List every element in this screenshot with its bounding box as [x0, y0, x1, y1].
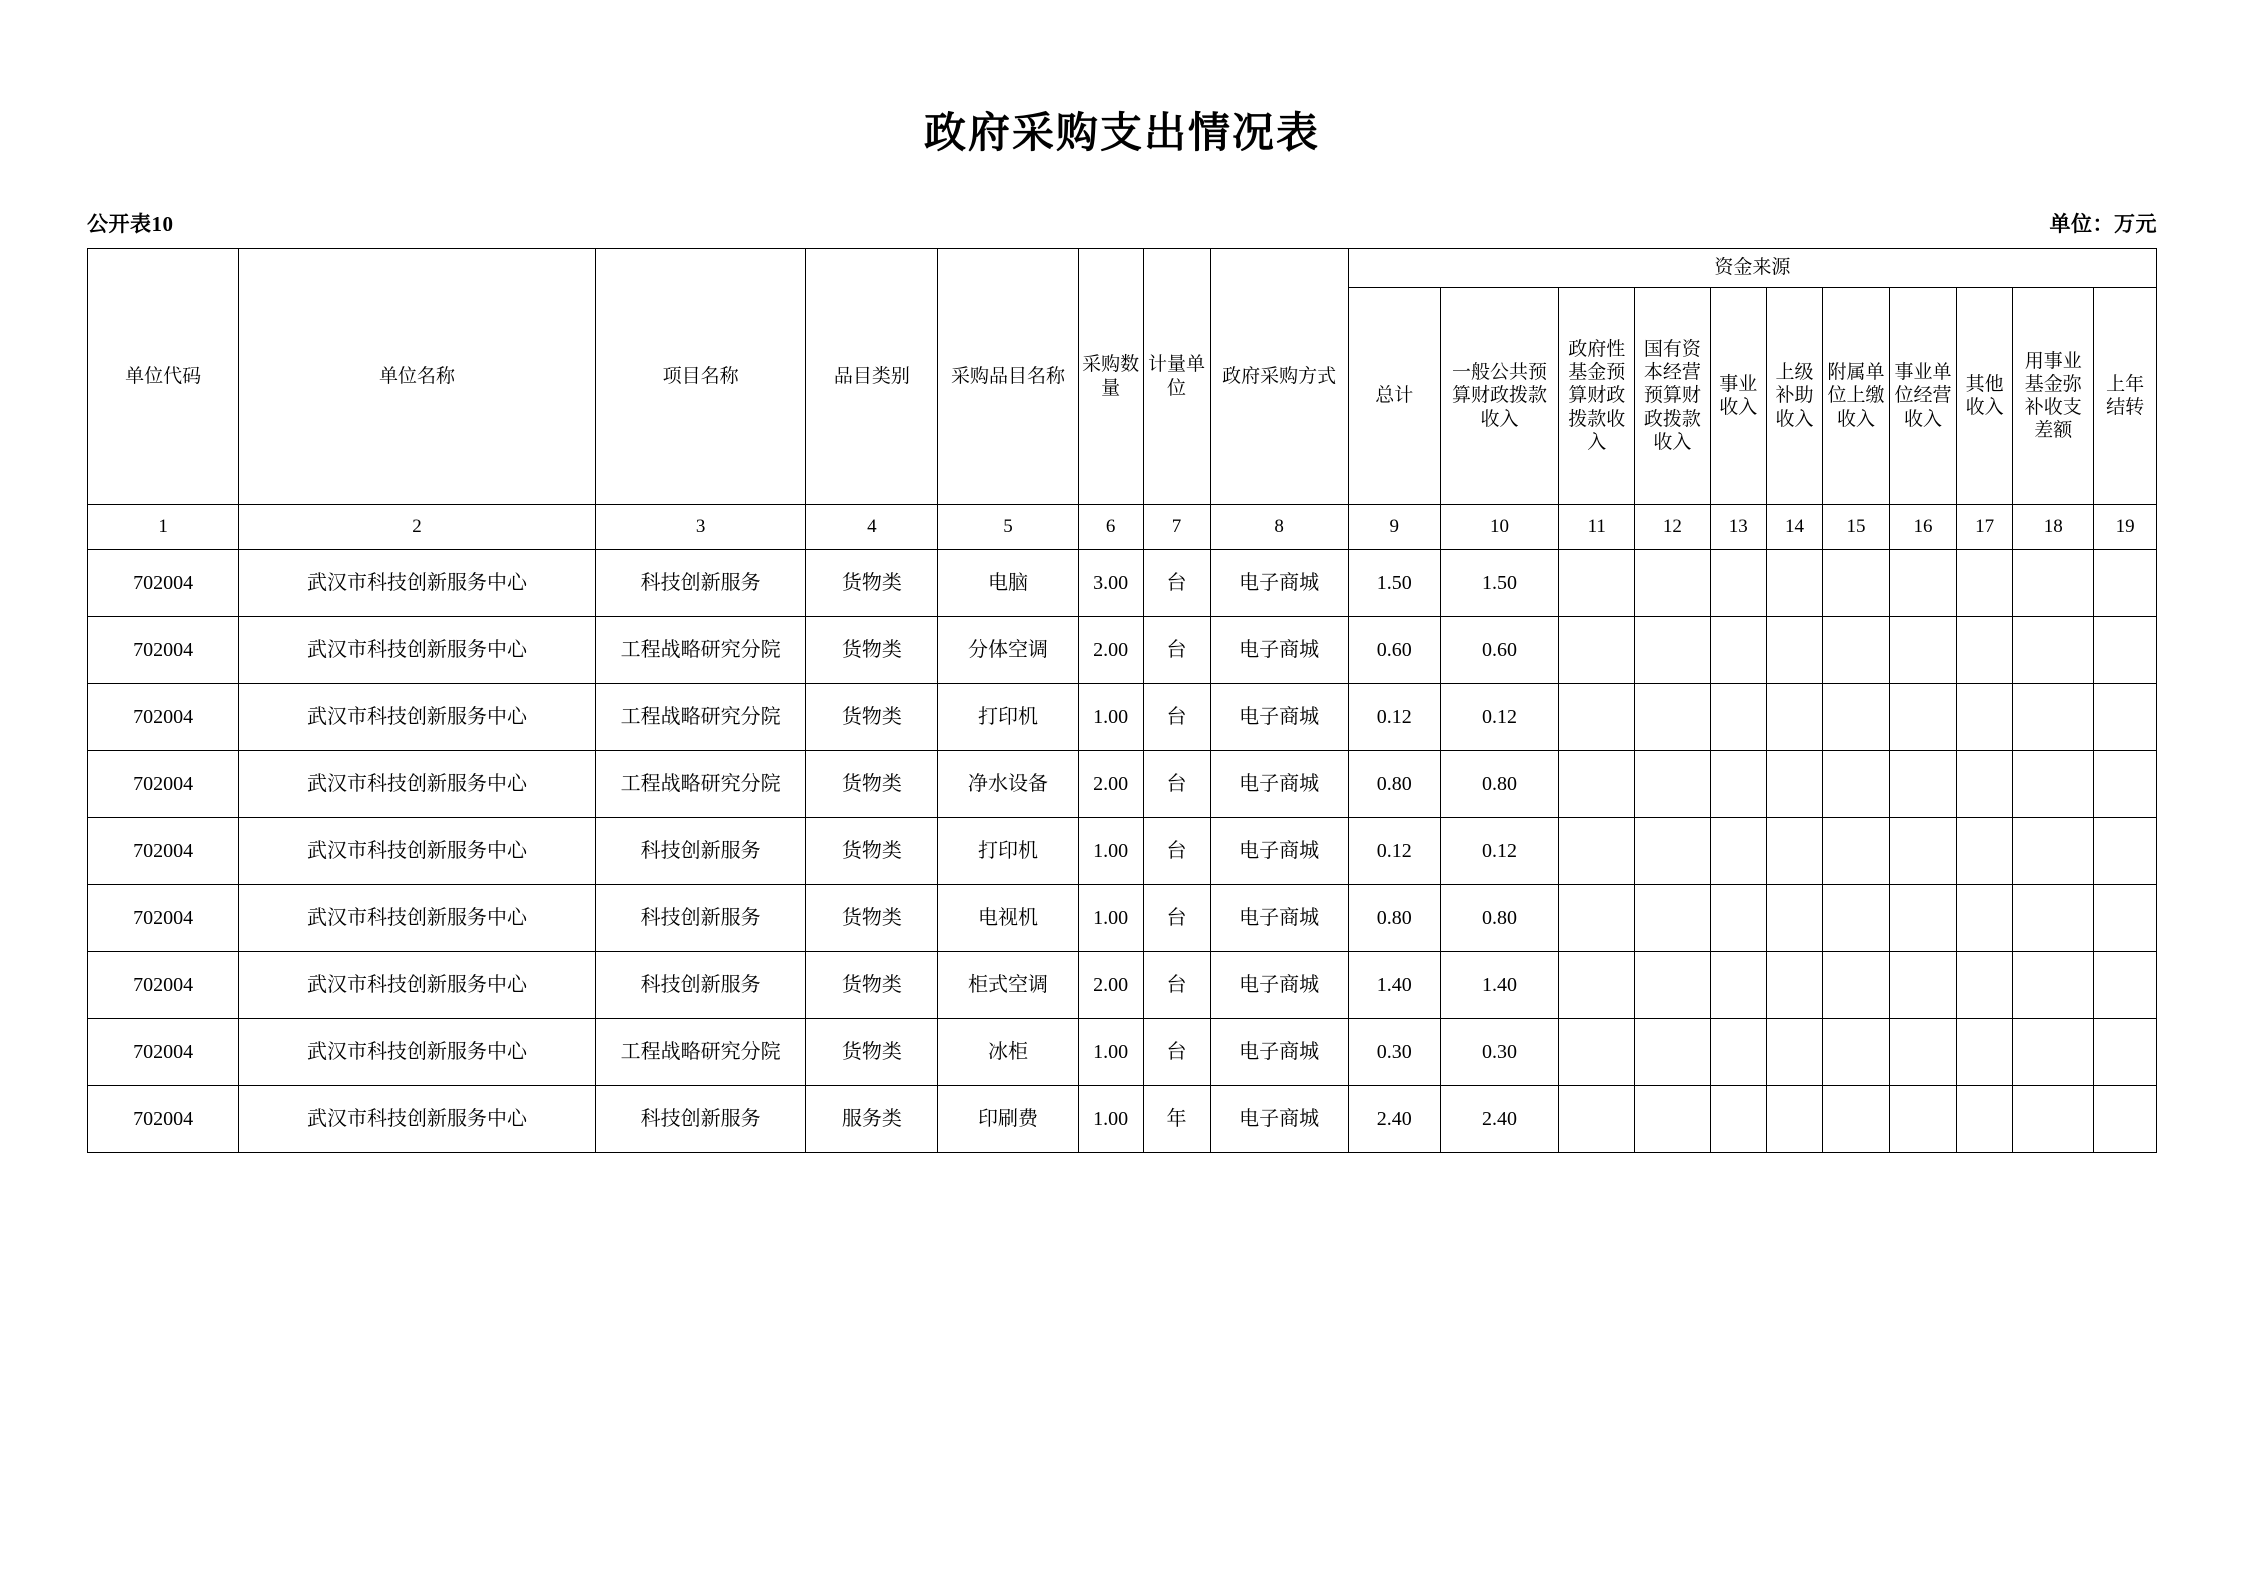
cell-method: 电子商城 [1210, 550, 1348, 617]
cell-superior-subsidy [1766, 684, 1822, 751]
cell-career-income [1710, 550, 1766, 617]
cell-general-budget: 2.40 [1440, 1086, 1559, 1153]
col-number-18: 18 [2013, 505, 2094, 550]
cell-state-capital [1635, 1019, 1711, 1086]
cell-career-income [1710, 684, 1766, 751]
cell-total: 0.30 [1348, 1019, 1440, 1086]
cell-state-capital [1635, 952, 1711, 1019]
header-group-row [88, 249, 2157, 288]
col-header-superior-subsidy: 上级补助收入 [1766, 288, 1822, 505]
cell-item: 打印机 [938, 818, 1078, 885]
cell-career-income [1710, 885, 1766, 952]
cell-other-income [1957, 952, 2013, 1019]
cell-category: 服务类 [806, 1086, 938, 1153]
cell-unit-code: 702004 [88, 885, 239, 952]
cell-item: 打印机 [938, 684, 1078, 751]
col-header-item-name: 采购品目名称 [938, 249, 1078, 505]
cell-method: 电子商城 [1210, 885, 1348, 952]
cell-project: 工程战略研究分院 [595, 617, 806, 684]
cell-state-capital [1635, 885, 1711, 952]
cell-item: 电视机 [938, 885, 1078, 952]
col-header-state-capital: 国有资本经营预算财政拨款收入 [1635, 288, 1711, 505]
cell-affiliated-payment [1823, 617, 1890, 684]
cell-unit-name: 武汉市科技创新服务中心 [239, 684, 596, 751]
col-header-prior-carryover: 上年结转 [2094, 288, 2157, 505]
cell-gov-fund [1559, 1019, 1635, 1086]
cell-quantity: 1.00 [1078, 818, 1143, 885]
cell-other-income [1957, 1019, 2013, 1086]
cell-career-operating [1890, 952, 1957, 1019]
cell-unit: 台 [1143, 684, 1210, 751]
cell-state-capital [1635, 751, 1711, 818]
cell-unit-code: 702004 [88, 550, 239, 617]
cell-state-capital [1635, 550, 1711, 617]
cell-fund-offset [2013, 751, 2094, 818]
cell-affiliated-payment [1823, 1086, 1890, 1153]
cell-unit-name: 武汉市科技创新服务中心 [239, 952, 596, 1019]
cell-fund-offset [2013, 550, 2094, 617]
cell-unit: 台 [1143, 617, 1210, 684]
cell-item: 冰柜 [938, 1019, 1078, 1086]
cell-prior-carryover [2094, 751, 2157, 818]
cell-unit-name: 武汉市科技创新服务中心 [239, 751, 596, 818]
cell-method: 电子商城 [1210, 684, 1348, 751]
table-row [88, 885, 2157, 952]
col-header-category: 品目类别 [806, 249, 938, 505]
meta-row [87, 160, 2157, 238]
cell-state-capital [1635, 617, 1711, 684]
cell-fund-offset [2013, 885, 2094, 952]
cell-general-budget: 0.80 [1440, 885, 1559, 952]
col-header-fund-offset: 用事业基金弥补收支差额 [2013, 288, 2094, 505]
cell-affiliated-payment [1823, 818, 1890, 885]
col-header-unit: 计量单位 [1143, 249, 1210, 505]
cell-general-budget: 1.40 [1440, 952, 1559, 1019]
cell-career-income [1710, 1086, 1766, 1153]
cell-superior-subsidy [1766, 751, 1822, 818]
col-header-career-income: 事业收入 [1710, 288, 1766, 505]
cell-item: 分体空调 [938, 617, 1078, 684]
cell-gov-fund [1559, 550, 1635, 617]
cell-gov-fund [1559, 885, 1635, 952]
cell-unit: 台 [1143, 550, 1210, 617]
cell-total: 0.60 [1348, 617, 1440, 684]
cell-fund-offset [2013, 1019, 2094, 1086]
table-row [88, 550, 2157, 617]
cell-fund-offset [2013, 952, 2094, 1019]
cell-unit-code: 702004 [88, 818, 239, 885]
cell-career-operating [1890, 617, 1957, 684]
cell-gov-fund [1559, 684, 1635, 751]
cell-item: 电脑 [938, 550, 1078, 617]
cell-quantity: 1.00 [1078, 1086, 1143, 1153]
col-header-affiliated-payment: 附属单位上缴收入 [1823, 288, 1890, 505]
cell-project: 工程战略研究分院 [595, 751, 806, 818]
cell-method: 电子商城 [1210, 617, 1348, 684]
col-number-2: 2 [239, 505, 596, 550]
cell-quantity: 2.00 [1078, 617, 1143, 684]
col-number-11: 11 [1559, 505, 1635, 550]
cell-superior-subsidy [1766, 1019, 1822, 1086]
cell-general-budget: 0.12 [1440, 818, 1559, 885]
cell-career-operating [1890, 1086, 1957, 1153]
page-title: 政府采购支出情况表 [923, 111, 1320, 157]
cell-fund-offset [2013, 818, 2094, 885]
cell-career-operating [1890, 1019, 1957, 1086]
col-number-10: 10 [1440, 505, 1559, 550]
cell-method: 电子商城 [1210, 1086, 1348, 1153]
col-number-5: 5 [938, 505, 1078, 550]
col-number-13: 13 [1710, 505, 1766, 550]
cell-superior-subsidy [1766, 952, 1822, 1019]
cell-superior-subsidy [1766, 818, 1822, 885]
cell-unit-name: 武汉市科技创新服务中心 [239, 1019, 596, 1086]
cell-total: 2.40 [1348, 1086, 1440, 1153]
cell-other-income [1957, 885, 2013, 952]
table-row [88, 684, 2157, 751]
cell-career-income [1710, 818, 1766, 885]
table-row [88, 952, 2157, 1019]
cell-fund-offset [2013, 1086, 2094, 1153]
cell-total: 0.12 [1348, 818, 1440, 885]
cell-other-income [1957, 751, 2013, 818]
col-number-14: 14 [1766, 505, 1822, 550]
cell-category: 货物类 [806, 550, 938, 617]
cell-career-income [1710, 751, 1766, 818]
cell-unit: 台 [1143, 952, 1210, 1019]
col-number-6: 6 [1078, 505, 1143, 550]
cell-affiliated-payment [1823, 684, 1890, 751]
table-header [88, 249, 2157, 550]
cell-prior-carryover [2094, 617, 2157, 684]
cell-other-income [1957, 550, 2013, 617]
cell-method: 电子商城 [1210, 751, 1348, 818]
column-number-row [88, 505, 2157, 550]
cell-unit-code: 702004 [88, 684, 239, 751]
col-header-funding-source: 资金来源 [1348, 249, 2156, 288]
cell-career-operating [1890, 684, 1957, 751]
cell-gov-fund [1559, 617, 1635, 684]
cell-prior-carryover [2094, 1019, 2157, 1086]
col-header-gov-fund: 政府性基金预算财政拨款收入 [1559, 288, 1635, 505]
cell-unit-name: 武汉市科技创新服务中心 [239, 1086, 596, 1153]
cell-general-budget: 0.30 [1440, 1019, 1559, 1086]
cell-affiliated-payment [1823, 952, 1890, 1019]
col-header-career-operating: 事业单位经营收入 [1890, 288, 1957, 505]
cell-prior-carryover [2094, 684, 2157, 751]
col-header-project-name: 项目名称 [595, 249, 806, 505]
cell-unit: 台 [1143, 1019, 1210, 1086]
procurement-table [87, 248, 2157, 1153]
sheet-label: 公开表10 [87, 212, 174, 236]
cell-other-income [1957, 684, 2013, 751]
cell-quantity: 1.00 [1078, 684, 1143, 751]
cell-career-income [1710, 952, 1766, 1019]
cell-unit-code: 702004 [88, 617, 239, 684]
cell-superior-subsidy [1766, 1086, 1822, 1153]
col-number-17: 17 [1957, 505, 2013, 550]
cell-career-income [1710, 1019, 1766, 1086]
table-body [88, 550, 2157, 1153]
cell-project: 科技创新服务 [595, 550, 806, 617]
cell-unit: 年 [1143, 1086, 1210, 1153]
cell-prior-carryover [2094, 818, 2157, 885]
table-row [88, 617, 2157, 684]
cell-gov-fund [1559, 952, 1635, 1019]
cell-category: 货物类 [806, 1019, 938, 1086]
cell-career-operating [1890, 550, 1957, 617]
cell-total: 1.50 [1348, 550, 1440, 617]
col-number-7: 7 [1143, 505, 1210, 550]
cell-unit-name: 武汉市科技创新服务中心 [239, 550, 596, 617]
cell-project: 科技创新服务 [595, 1086, 806, 1153]
cell-career-operating [1890, 818, 1957, 885]
cell-total: 0.12 [1348, 684, 1440, 751]
table-row [88, 818, 2157, 885]
col-number-16: 16 [1890, 505, 1957, 550]
cell-quantity: 2.00 [1078, 751, 1143, 818]
cell-unit-code: 702004 [88, 1019, 239, 1086]
cell-gov-fund [1559, 818, 1635, 885]
cell-unit: 台 [1143, 818, 1210, 885]
cell-affiliated-payment [1823, 1019, 1890, 1086]
col-number-8: 8 [1210, 505, 1348, 550]
cell-project: 科技创新服务 [595, 885, 806, 952]
cell-unit: 台 [1143, 885, 1210, 952]
cell-item: 柜式空调 [938, 952, 1078, 1019]
cell-prior-carryover [2094, 1086, 2157, 1153]
col-header-method: 政府采购方式 [1210, 249, 1348, 505]
col-number-9: 9 [1348, 505, 1440, 550]
col-number-19: 19 [2094, 505, 2157, 550]
cell-category: 货物类 [806, 818, 938, 885]
cell-category: 货物类 [806, 952, 938, 1019]
col-header-total: 总计 [1348, 288, 1440, 505]
cell-quantity: 1.00 [1078, 1019, 1143, 1086]
cell-career-income [1710, 617, 1766, 684]
cell-superior-subsidy [1766, 617, 1822, 684]
col-number-15: 15 [1823, 505, 1890, 550]
cell-method: 电子商城 [1210, 818, 1348, 885]
cell-affiliated-payment [1823, 885, 1890, 952]
table-container [87, 248, 2157, 1153]
cell-unit: 台 [1143, 751, 1210, 818]
unit-label: 单位：万元 [2049, 212, 2157, 236]
cell-general-budget: 0.12 [1440, 684, 1559, 751]
cell-project: 科技创新服务 [595, 818, 806, 885]
cell-category: 货物类 [806, 684, 938, 751]
cell-category: 货物类 [806, 885, 938, 952]
cell-project: 工程战略研究分院 [595, 1019, 806, 1086]
cell-unit-name: 武汉市科技创新服务中心 [239, 885, 596, 952]
col-header-unit-code: 单位代码 [88, 249, 239, 505]
cell-affiliated-payment [1823, 751, 1890, 818]
cell-total: 0.80 [1348, 885, 1440, 952]
cell-item: 印刷费 [938, 1086, 1078, 1153]
table-row [88, 751, 2157, 818]
cell-general-budget: 0.60 [1440, 617, 1559, 684]
cell-state-capital [1635, 1086, 1711, 1153]
col-number-12: 12 [1635, 505, 1711, 550]
cell-career-operating [1890, 751, 1957, 818]
cell-general-budget: 1.50 [1440, 550, 1559, 617]
col-number-1: 1 [88, 505, 239, 550]
cell-method: 电子商城 [1210, 952, 1348, 1019]
cell-other-income [1957, 818, 2013, 885]
cell-project: 科技创新服务 [595, 952, 806, 1019]
cell-other-income [1957, 617, 2013, 684]
cell-prior-carryover [2094, 952, 2157, 1019]
cell-category: 货物类 [806, 617, 938, 684]
cell-item: 净水设备 [938, 751, 1078, 818]
cell-quantity: 2.00 [1078, 952, 1143, 1019]
cell-total: 1.40 [1348, 952, 1440, 1019]
cell-gov-fund [1559, 1086, 1635, 1153]
cell-state-capital [1635, 818, 1711, 885]
col-header-general-budget: 一般公共预算财政拨款收入 [1440, 288, 1559, 505]
cell-unit-name: 武汉市科技创新服务中心 [239, 818, 596, 885]
cell-quantity: 3.00 [1078, 550, 1143, 617]
cell-prior-carryover [2094, 885, 2157, 952]
col-header-unit-name: 单位名称 [239, 249, 596, 505]
cell-category: 货物类 [806, 751, 938, 818]
cell-state-capital [1635, 684, 1711, 751]
col-number-3: 3 [595, 505, 806, 550]
cell-affiliated-payment [1823, 550, 1890, 617]
cell-career-operating [1890, 885, 1957, 952]
col-header-quantity: 采购数量 [1078, 249, 1143, 505]
cell-quantity: 1.00 [1078, 885, 1143, 952]
cell-unit-code: 702004 [88, 952, 239, 1019]
cell-general-budget: 0.80 [1440, 751, 1559, 818]
cell-unit-code: 702004 [88, 751, 239, 818]
col-header-other-income: 其他收入 [1957, 288, 2013, 505]
cell-fund-offset [2013, 617, 2094, 684]
cell-unit-name: 武汉市科技创新服务中心 [239, 617, 596, 684]
table-row [88, 1019, 2157, 1086]
table-row [88, 1086, 2157, 1153]
cell-prior-carryover [2094, 550, 2157, 617]
cell-other-income [1957, 1086, 2013, 1153]
cell-superior-subsidy [1766, 885, 1822, 952]
cell-superior-subsidy [1766, 550, 1822, 617]
cell-fund-offset [2013, 684, 2094, 751]
cell-unit-code: 702004 [88, 1086, 239, 1153]
cell-project: 工程战略研究分院 [595, 684, 806, 751]
cell-method: 电子商城 [1210, 1019, 1348, 1086]
cell-total: 0.80 [1348, 751, 1440, 818]
col-number-4: 4 [806, 505, 938, 550]
cell-gov-fund [1559, 751, 1635, 818]
